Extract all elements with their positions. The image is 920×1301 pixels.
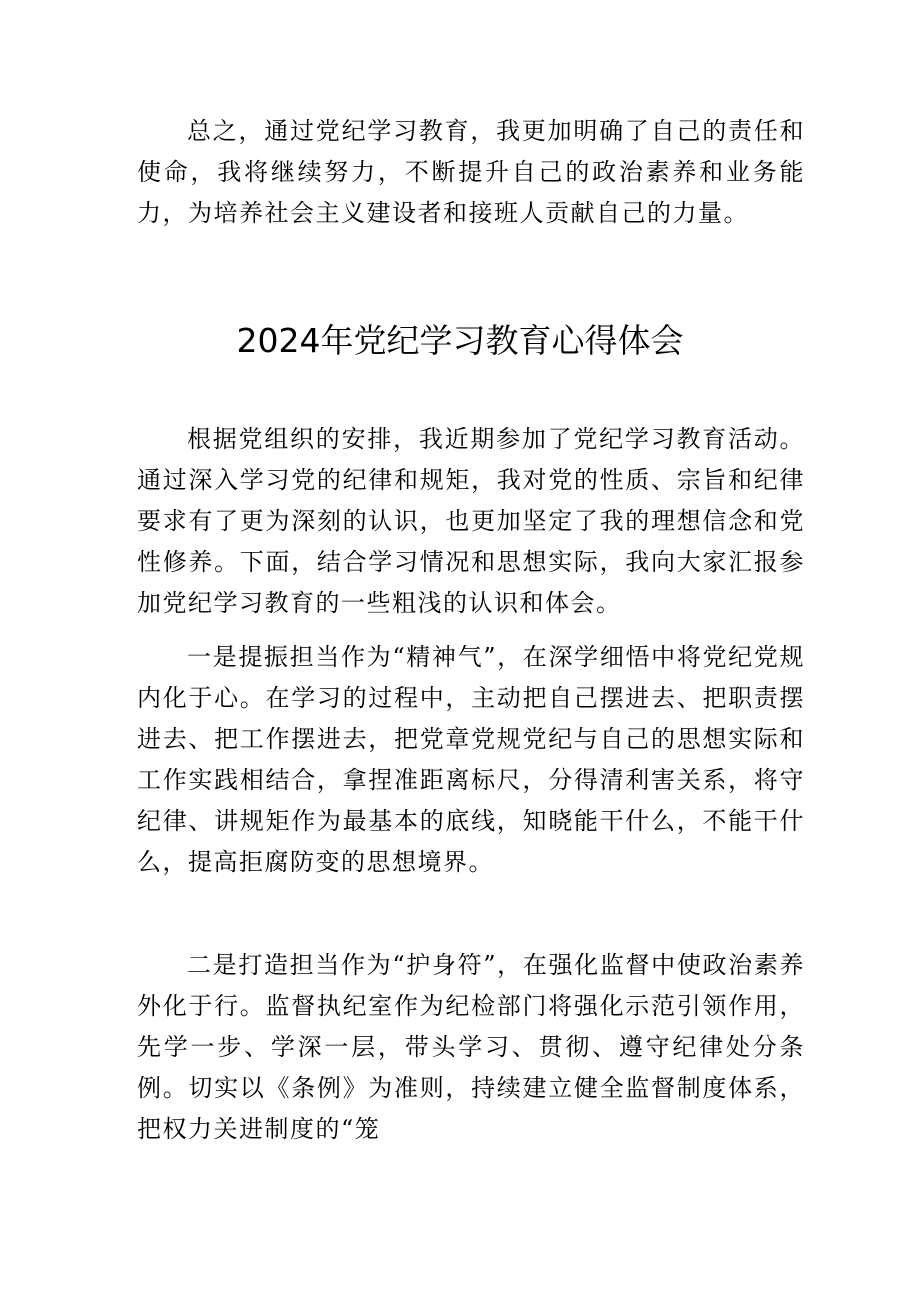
point-one-paragraph: 一是提振担当作为“精神气”，在深学细悟中将党纪党规内化于心。在学习的过程中，主动把自己摆进去、把职责摆进去、把工作摆进去，把党章党规党纪与自己的思想实际和工作实践相结合，拿捏准距离标尺，分得清利害关系，将守纪律、讲规矩作为最基本的底线，知晓能干什么，不能干什么，提高拒腐防变的思想境界。: [137, 643, 805, 876]
intro-paragraph: 根据党组织的安排，我近期参加了党纪学习教育活动。通过深入学习党的纪律和规矩，我对党的性质、宗旨和纪律要求有了更为深刻的认识，也更加坚定了我的理想信念和党性修养。下面，结合学习情况和思想实际，我向大家汇报参加党纪学习教育的一些粗浅的认识和体会。: [137, 425, 805, 617]
point-two-paragraph: 二是打造担当作为“护身符”，在强化监督中使政治素养外化于行。监督执纪室作为纪检部门将强化示范引领作用，先学一步、学深一层，带头学习、贯彻、遵守纪律处分条例。切实以《条例》为准则，持续建立健全监督制度体系，把权力关进制度的“笼: [137, 951, 805, 1143]
closing-paragraph: 总之，通过党纪学习教育，我更加明确了自己的责任和使命，我将继续努力，不断提升自己的政治素养和业务能力，为培养社会主义建设者和接班人贡献自己的力量。: [137, 117, 805, 227]
document-title: 2024年党纪学习教育心得体会: [236, 321, 684, 360]
